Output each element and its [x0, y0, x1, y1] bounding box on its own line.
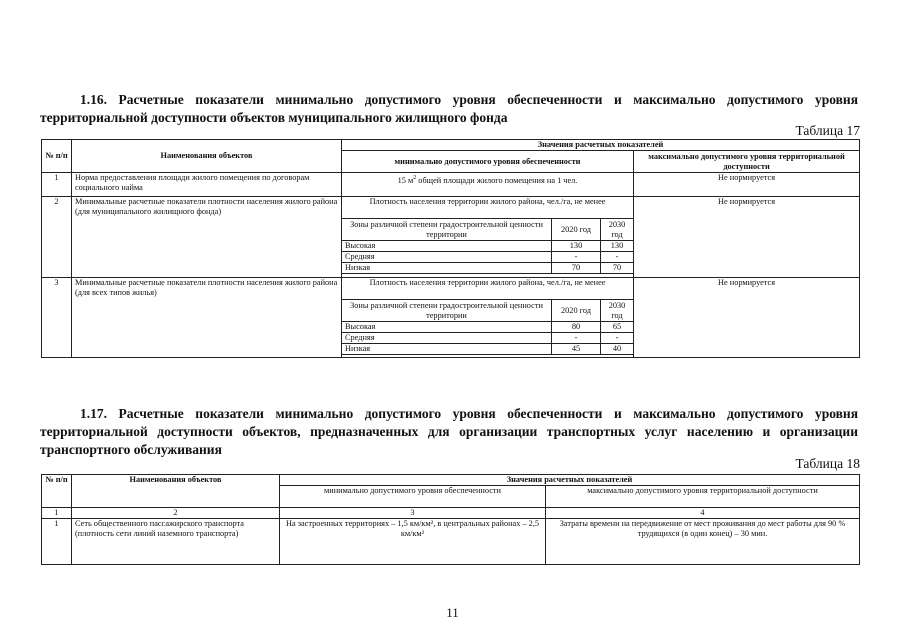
header-min: минимально допустимого уровня обеспеченности: [280, 486, 546, 508]
row-num: 3: [42, 278, 72, 358]
row-max: Затраты времени на передвижение от мест проживания до мест работы для 90 % трудящихся (в один конец) – 30 мин.: [546, 519, 860, 565]
table-18: [41, 474, 860, 565]
zone-2030: 130: [601, 241, 634, 252]
table-17: [41, 139, 860, 358]
header-name: Наименования объектов: [72, 140, 342, 173]
zone-2030: 70: [601, 263, 634, 274]
table-18-label: Таблица 18: [795, 456, 860, 471]
zone-name: Низкая: [342, 263, 552, 274]
year-2020: 2020 год: [552, 300, 601, 322]
zone-2020: 45: [552, 344, 601, 355]
table-row: [42, 519, 860, 565]
row-name: Минимальные расчетные показатели плотности населения жилого района (для муниципального жилищного фонда): [72, 197, 342, 278]
zone-name: Средняя: [342, 252, 552, 263]
header-values: Значения расчетных показателей: [280, 475, 860, 486]
table-row: [42, 173, 860, 197]
density-title: Плотность населения территории жилого района, чел./га, не менее: [342, 197, 634, 219]
zone-2020: -: [552, 252, 601, 263]
density-title: Плотность населения территории жилого района, чел./га, не менее: [342, 278, 634, 300]
zone-2020: 130: [552, 241, 601, 252]
header-num: № п/п: [42, 475, 72, 508]
row-name: Норма предоставления площади жилого помещения по договорам социального найма: [72, 173, 342, 197]
zone-2030: 40: [601, 344, 634, 355]
col-num-4: 4: [546, 508, 860, 519]
header-name: Наименования объектов: [72, 475, 280, 508]
year-2030: 2030 год: [601, 300, 634, 322]
row-min: 15 $м^2$ общей площади жилого помещения на 1 чел.: [342, 173, 634, 197]
col-num-3: 3: [280, 508, 546, 519]
zone-2030: -: [601, 252, 634, 263]
year-2030: 2030 год: [601, 219, 634, 241]
zone-2030: 65: [601, 322, 634, 333]
row-min: На застроенных территориях – 1,5 км/км², в центральных районах – 2,5 км/км²: [280, 519, 546, 565]
zone-2020: 80: [552, 322, 601, 333]
row-num: 2: [42, 197, 72, 278]
table-row: [42, 197, 860, 219]
zones-label: Зоны различной степени градостроительной ценности территории: [342, 300, 552, 322]
zone-2020: -: [552, 333, 601, 344]
table-17-label: Таблица 17: [795, 123, 860, 138]
row-num: 1: [42, 519, 72, 565]
zone-name: Низкая: [342, 344, 552, 355]
column-numbers-row: [42, 508, 860, 519]
zones-label: Зоны различной степени градостроительной ценности территории: [342, 219, 552, 241]
zone-2020: 70: [552, 263, 601, 274]
row-num: 1: [42, 173, 72, 197]
header-max: максимально допустимого уровня территориальной доступности: [546, 486, 860, 508]
zone-name: Средняя: [342, 333, 552, 344]
row-max: Не нормируется: [634, 197, 860, 278]
section-16-heading: 1.16. Расчетные показатели минимально допустимого уровня обеспеченности и максимально допустимого уровня территориальной доступности объектов муниципального жилищного фонда: [40, 92, 858, 125]
header-values: Значения расчетных показателей: [342, 140, 860, 151]
zone-name: Высокая: [342, 241, 552, 252]
table-row: [42, 278, 860, 300]
row-max: Не нормируется: [634, 278, 860, 358]
zone-name: Высокая: [342, 322, 552, 333]
row-max: Не нормируется: [634, 173, 860, 197]
row-name: Минимальные расчетные показатели плотности населения жилого района (для всех типов жилья): [72, 278, 342, 358]
header-min: минимально допустимого уровня обеспеченности: [342, 151, 634, 173]
col-num-2: 2: [72, 508, 280, 519]
col-num-1: 1: [42, 508, 72, 519]
year-2020: 2020 год: [552, 219, 601, 241]
header-num: № п/п: [42, 140, 72, 173]
row-name: Сеть общественного пассажирского транспорта (плотность сети линий наземного транспорта): [72, 519, 280, 565]
zone-2030: -: [601, 333, 634, 344]
header-max: максимально допустимого уровня территориальной доступности: [634, 151, 860, 173]
page-number: 11: [446, 605, 459, 620]
section-17-heading: 1.17. Расчетные показатели минимально допустимого уровня обеспеченности и максимально допустимого уровня территориальной доступности объектов, предназначенных для организации транспортных услуг населению и организации транспортного обслуживания: [40, 406, 858, 457]
